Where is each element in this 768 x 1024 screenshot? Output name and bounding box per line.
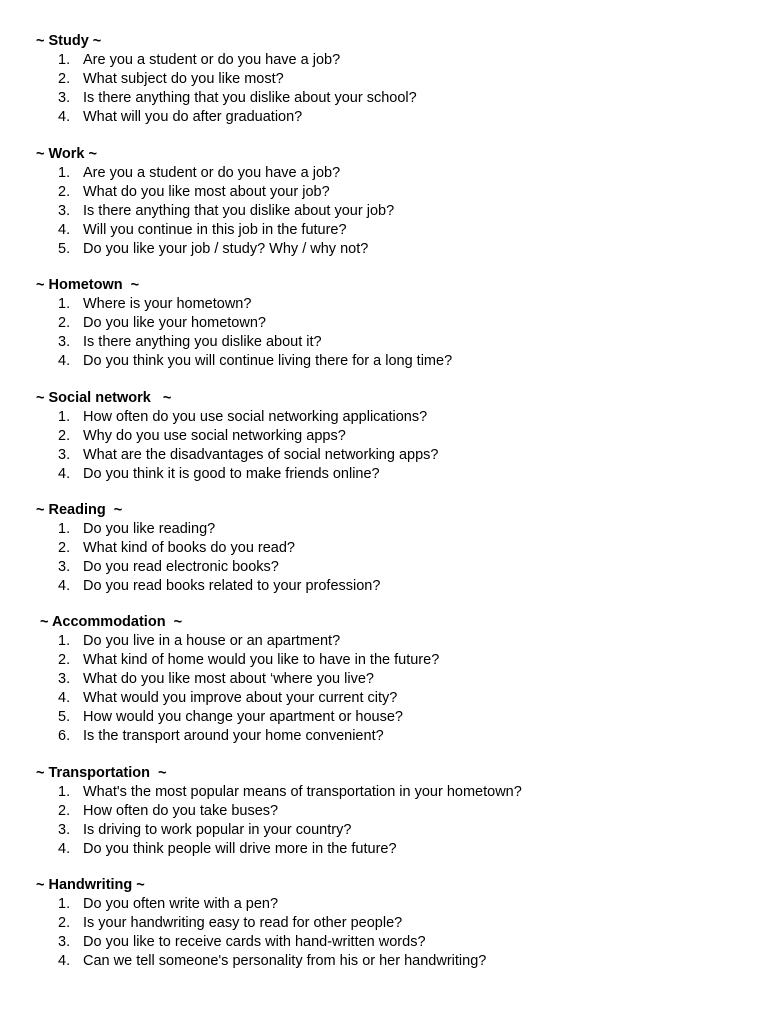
item-text: Do you like your job / study? Why / why not? [83, 241, 369, 257]
list-item [0, 221, 768, 240]
item-number: 5. [58, 709, 71, 725]
item-number: 2. [58, 540, 71, 556]
item-text: Is there anything that you dislike about your school? [83, 90, 417, 106]
item-number: 3. [58, 671, 71, 687]
item-text: How often do you take buses? [83, 803, 279, 819]
item-number: 3. [58, 559, 71, 575]
item-text: Are you a student or do you have a job? [83, 165, 341, 181]
item-number: 4. [58, 466, 71, 482]
list-item [0, 670, 768, 689]
list-item [0, 183, 768, 202]
item-text: What kind of books do you read? [83, 540, 295, 556]
list-item [0, 821, 768, 840]
item-text: Why do you use social networking apps? [83, 428, 346, 444]
list-item [0, 914, 768, 933]
list-item [0, 708, 768, 727]
item-text: Do you live in a house or an apartment? [83, 633, 341, 649]
item-text: Is there anything you dislike about it? [83, 334, 322, 350]
item-text: What do you like most about ‘where you live? [83, 671, 374, 687]
item-number: 4. [58, 841, 71, 857]
list-item [0, 89, 768, 108]
list-item [0, 202, 768, 221]
item-number: 3. [58, 934, 71, 950]
item-text: How often do you use social networking applications? [83, 409, 428, 425]
item-text: Where is your hometown? [83, 296, 252, 312]
list-item [0, 108, 768, 127]
list-item [0, 70, 768, 89]
list-item [0, 164, 768, 183]
item-number: 3. [58, 822, 71, 838]
list-item [0, 689, 768, 708]
section-heading: ~ Hometown ~ [36, 277, 140, 293]
item-number: 2. [58, 315, 71, 331]
section-heading: ~ Reading ~ [36, 502, 123, 518]
item-number: 1. [58, 633, 71, 649]
section-heading: ~ Handwriting ~ [36, 877, 145, 893]
section-heading: ~ Study ~ [36, 33, 102, 49]
item-number: 1. [58, 52, 71, 68]
list-item [0, 295, 768, 314]
item-text: How would you change your apartment or house? [83, 709, 403, 725]
list-item [0, 539, 768, 558]
item-number: 3. [58, 447, 71, 463]
list-item [0, 427, 768, 446]
item-number: 2. [58, 652, 71, 668]
section-heading: ~ Transportation ~ [36, 765, 167, 781]
item-number: 1. [58, 521, 71, 537]
item-number: 4. [58, 690, 71, 706]
item-text: Do you think it is good to make friends online? [83, 466, 380, 482]
list-item [0, 802, 768, 821]
item-text: Are you a student or do you have a job? [83, 52, 341, 68]
item-number: 1. [58, 409, 71, 425]
list-item [0, 352, 768, 371]
item-text: What's the most popular means of transportation in your hometown? [83, 784, 522, 800]
list-item [0, 933, 768, 952]
list-item [0, 51, 768, 70]
item-number: 4. [58, 953, 71, 969]
list-item [0, 783, 768, 802]
item-text: Do you think you will continue living there for a long time? [83, 353, 453, 369]
list-item [0, 632, 768, 651]
item-number: 4. [58, 222, 71, 238]
item-number: 4. [58, 578, 71, 594]
item-text: What are the disadvantages of social networking apps? [83, 447, 439, 463]
item-text: Is your handwriting easy to read for other people? [83, 915, 403, 931]
item-number: 1. [58, 896, 71, 912]
item-text: Is driving to work popular in your country? [83, 822, 352, 838]
item-number: 4. [58, 109, 71, 125]
item-number: 2. [58, 71, 71, 87]
list-item [0, 895, 768, 914]
list-item [0, 240, 768, 259]
item-text: Do you like reading? [83, 521, 216, 537]
item-number: 5. [58, 241, 71, 257]
item-number: 2. [58, 184, 71, 200]
item-number: 1. [58, 784, 71, 800]
item-number: 2. [58, 803, 71, 819]
list-item [0, 651, 768, 670]
item-text: Do you like to receive cards with hand-written words? [83, 934, 426, 950]
section-heading: ~ Work ~ [36, 146, 97, 162]
list-item [0, 727, 768, 746]
item-text: What would you improve about your current city? [83, 690, 398, 706]
list-item [0, 577, 768, 596]
item-text: Will you continue in this job in the future? [83, 222, 347, 238]
section-heading: ~ Social network ~ [36, 390, 172, 406]
list-item [0, 952, 768, 971]
item-text: What do you like most about your job? [83, 184, 330, 200]
item-text: Do you often write with a pen? [83, 896, 279, 912]
item-text: Is there anything that you dislike about your job? [83, 203, 395, 219]
item-text: Do you read electronic books? [83, 559, 279, 575]
item-text: Do you think people will drive more in the future? [83, 841, 397, 857]
item-text: What kind of home would you like to have in the future? [83, 652, 440, 668]
list-item [0, 333, 768, 352]
list-item [0, 408, 768, 427]
item-number: 3. [58, 334, 71, 350]
item-number: 1. [58, 296, 71, 312]
item-number: 4. [58, 353, 71, 369]
item-number: 1. [58, 165, 71, 181]
item-number: 3. [58, 203, 71, 219]
list-item [0, 314, 768, 333]
item-number: 3. [58, 90, 71, 106]
item-number: 2. [58, 428, 71, 444]
item-number: 2. [58, 915, 71, 931]
section-heading: ~ Accommodation ~ [40, 614, 183, 630]
item-text: Do you like your hometown? [83, 315, 266, 331]
list-item [0, 558, 768, 577]
item-text: What subject do you like most? [83, 71, 284, 87]
item-text: Can we tell someone's personality from his or her handwriting? [83, 953, 487, 969]
list-item [0, 465, 768, 484]
list-item [0, 446, 768, 465]
list-item [0, 840, 768, 859]
item-text: Do you read books related to your profession? [83, 578, 381, 594]
item-text: Is the transport around your home convenient? [83, 728, 384, 744]
item-number: 6. [58, 728, 71, 744]
item-text: What will you do after graduation? [83, 109, 303, 125]
list-item [0, 520, 768, 539]
